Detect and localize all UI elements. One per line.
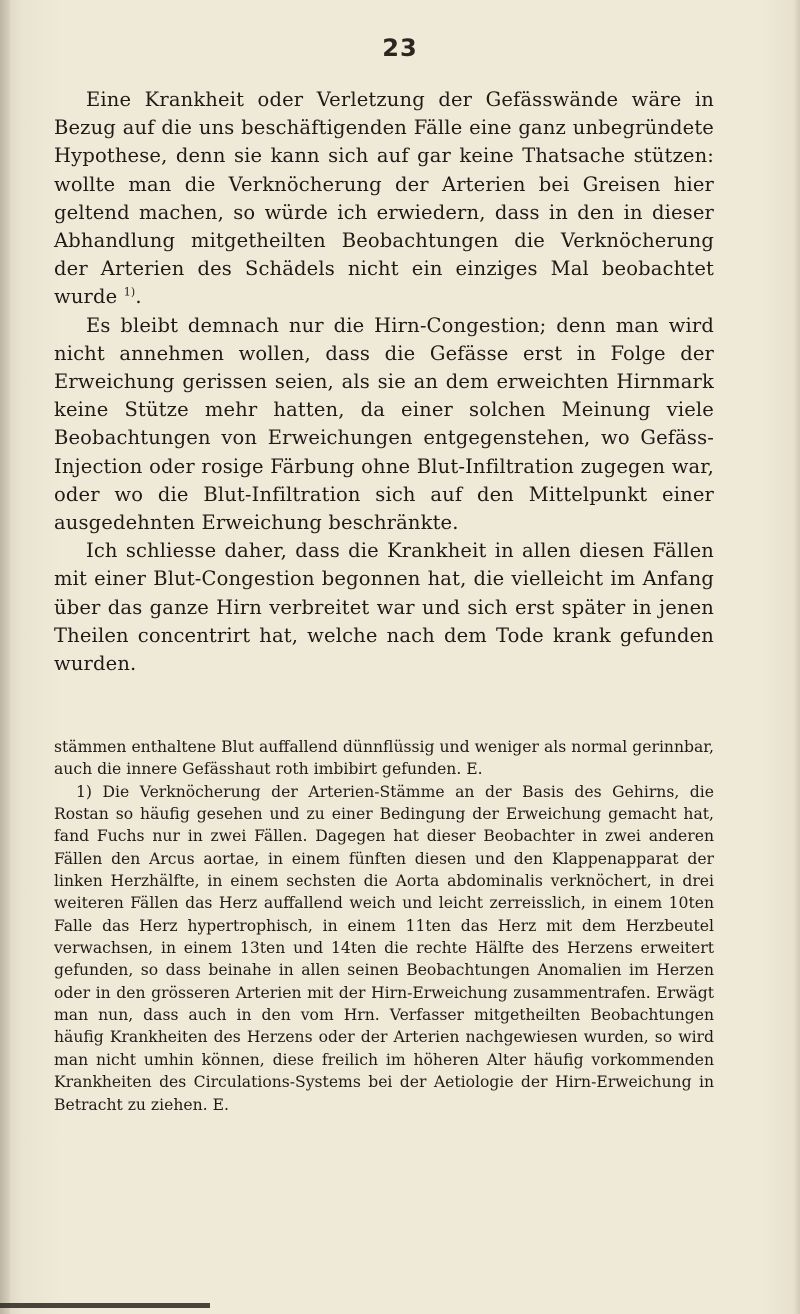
main-text-body <box>54 86 714 678</box>
paragraph-3: Ich schliesse daher, dass die Krankheit in allen diesen Fällen mit einer Blut-Congestion begonnen hat, die vielleicht im Anfang über das ganze Hirn verbreitet war und sich erst später in jenen Theilen concentrirt hat, welche nach dem Tode krank gefunden wurden. <box>54 539 714 676</box>
footnote-1: 1) Die Verknöcherung der Arterien-Stämme an der Basis des Gehirns, die Rostan so häufig gesehen und zu einer Bedingung der Erweichung gemacht hat, fand Fuchs nur in zwei Fällen. Dagegen hat dieser Beobachter in zwei anderen Fällen den Arcus aortae, in einem fünften diesen und den Klappenapparat der linken Herzhälfte, in einem sechsten die Aorta abdominalis verknöchert, in drei weiteren Fällen das Herz auffallend weich und leicht zerreisslich, in einem 10ten Falle das Herz hypertrophisch, in einem 11ten das Herz mit dem Herzbeutel verwachsen, in einem 13ten und 14ten die rechte Hälfte des Herzens erweitert gefunden, so dass beinahe in allen seinen Beobachtungen Anomalien im Herzen oder in den grösseren Arterien mit der Hirn-Erweichung zusammentrafen. Erwägt man nun, dass auch in den vom Hrn. Verfasser mitgetheilten Beobachtungen häufig Krankheiten des Herzens oder der Arterien nachgewiesen wurden, so wird man nicht umhin können, diese freilich im höheren Alter häufig vorkommenden Krankheiten des Circulations-Systems bei der Aetiologie der Hirn-Erweichung in Betracht zu ziehen. E. <box>54 782 714 1114</box>
scan-edge-mark <box>0 1303 210 1308</box>
footnote-continuation: stämmen enthaltene Blut auffallend dünnflüssig und weniger als normal gerinnbar, auch die innere Gefässhaut roth imbibirt gefunden. E. <box>54 738 714 779</box>
footnote-reference: 1) <box>123 285 136 299</box>
paragraph-2: Es bleibt demnach nur die Hirn-Congestion; denn man wird nicht annehmen wollen, dass die Gefässe erst in Folge der Erweichung gerissen seien, als sie an dem erweichten Hirnmark keine Stütze mehr hatten, da einer solchen Meinung viele Beobachtungen von Erweichungen entgegenstehen, wo Gefäss-Injection oder rosige Färbung ohne Blut-Infiltration zugegen war, oder wo die Blut-Infiltration sich auf den Mittelpunkt einer ausgedehnten Erweichung beschränkte. <box>54 313 714 535</box>
footnotes <box>54 736 714 1116</box>
paragraph-1-text: Eine Krankheit oder Verletzung der Gefässwände wäre in Bezug auf die uns beschäftigenden Fälle eine ganz unbegründete Hypothese, denn sie kann sich auf gar keine Thatsache stützen: wollte man die Verknöcherung der Arterien bei Greisen hier geltend machen, so würde ich erwiedern, dass in den in dieser Abhandlung mitgetheilten Beobachtungen die Verknöcherung der Arterien des Schädels nicht ein einziges Mal beobachtet wurde <box>54 88 714 309</box>
page-edge-shadow <box>794 0 800 1314</box>
page-spine-shadow <box>0 0 10 1314</box>
paragraph-1: Eine Krankheit oder Verletzung der Gefässwände wäre in Bezug auf die uns beschäftigenden Fälle eine ganz unbegründete Hypothese, denn sie kann sich auf gar keine Thatsache stützen: wollte man die Verknöcherung der Arterien bei Greisen hier geltend machen, so würde ich erwiedern, dass in den in dieser Abhandlung mitgetheilten Beobachtungen die Verknöcherung der Arterien des Schädels nicht ein einziges Mal beobachtet wurde $^{1)}$. <box>54 88 714 309</box>
page-number: 23 <box>382 34 418 62</box>
